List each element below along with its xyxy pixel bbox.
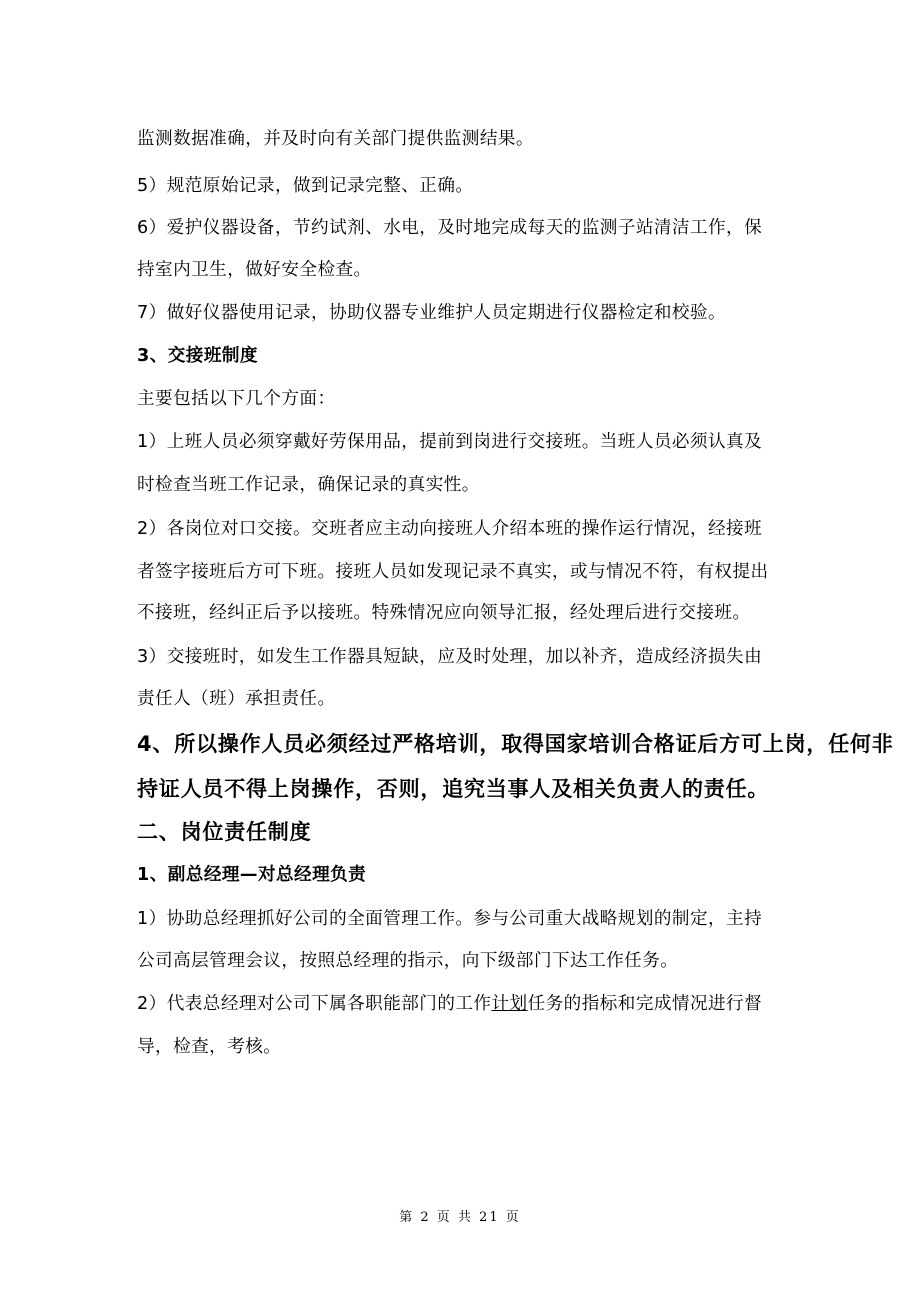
text-line: 者签字接班后方可下班。接班人员如发现记录不真实，或与情况不符，有权提出 bbox=[137, 562, 769, 582]
text-line: 1）上班人员必须穿戴好劳保用品，提前到岗进行交接班。当班人员必须认真及 bbox=[137, 432, 763, 452]
bold-paragraph-line: 4、所以操作人员必须经过严格培训，取得国家培训合格证后方可上岗，任何非 bbox=[137, 732, 894, 756]
page-footer: 第 2 页 共 21 页 bbox=[399, 1210, 521, 1225]
text-line: 责任人（班）承担责任。 bbox=[137, 689, 336, 709]
underlined-link-jihua[interactable]: 计划 bbox=[491, 994, 528, 1014]
bold-paragraph-line: 持证人员不得上岗操作，否则，追究当事人及相关负责人的责任。 bbox=[137, 777, 770, 801]
text-line: 2）各岗位对口交接。交班者应主动向接班人介绍本班的操作运行情况，经接班 bbox=[137, 519, 763, 539]
text-line: 7）做好仪器使用记录，协助仪器专业维护人员定期进行仪器检定和校验。 bbox=[137, 303, 727, 323]
text-segment: 任务的指标和完成情况进行督 bbox=[527, 994, 763, 1014]
text-segment: 2）代表总经理对公司下属各职能部门的工作 bbox=[137, 994, 492, 1014]
text-line: 公司高层管理会议，按照总经理的指示，向下级部门下达工作任务。 bbox=[137, 951, 679, 971]
text-line: 导，检查，考核。 bbox=[137, 1037, 282, 1057]
text-line: 持室内卫生，做好安全检查。 bbox=[137, 260, 372, 280]
chapter-heading: 二、岗位责任制度 bbox=[137, 820, 312, 844]
text-line: 时检查当班工作记录，确保记录的真实性。 bbox=[137, 475, 480, 495]
text-line: 主要包括以下几个方面： bbox=[137, 389, 336, 409]
text-line-with-link bbox=[137, 989, 762, 1019]
section-heading: 1、副总经理—对总经理负责 bbox=[137, 865, 367, 885]
text-line: 1）协助总经理抓好公司的全面管理工作。参与公司重大战略规划的制定，主持 bbox=[137, 909, 763, 929]
text-line: 5）规范原始记录，做到记录完整、正确。 bbox=[137, 176, 474, 196]
text-line: 6）爱护仪器设备，节约试剂、水电，及时地完成每天的监测子站清洁工作，保 bbox=[137, 218, 763, 238]
text-line: 3）交接班时，如发生工作器具短缺，应及时处理，加以补齐，造成经济损失由 bbox=[137, 647, 763, 667]
section-heading: 3、交接班制度 bbox=[137, 346, 258, 366]
text-line: 不接班，经纠正后予以接班。特殊情况应向领导汇报，经处理后进行交接班。 bbox=[137, 603, 751, 623]
text-line: 监测数据准确，并及时向有关部门提供监测结果。 bbox=[137, 129, 534, 149]
